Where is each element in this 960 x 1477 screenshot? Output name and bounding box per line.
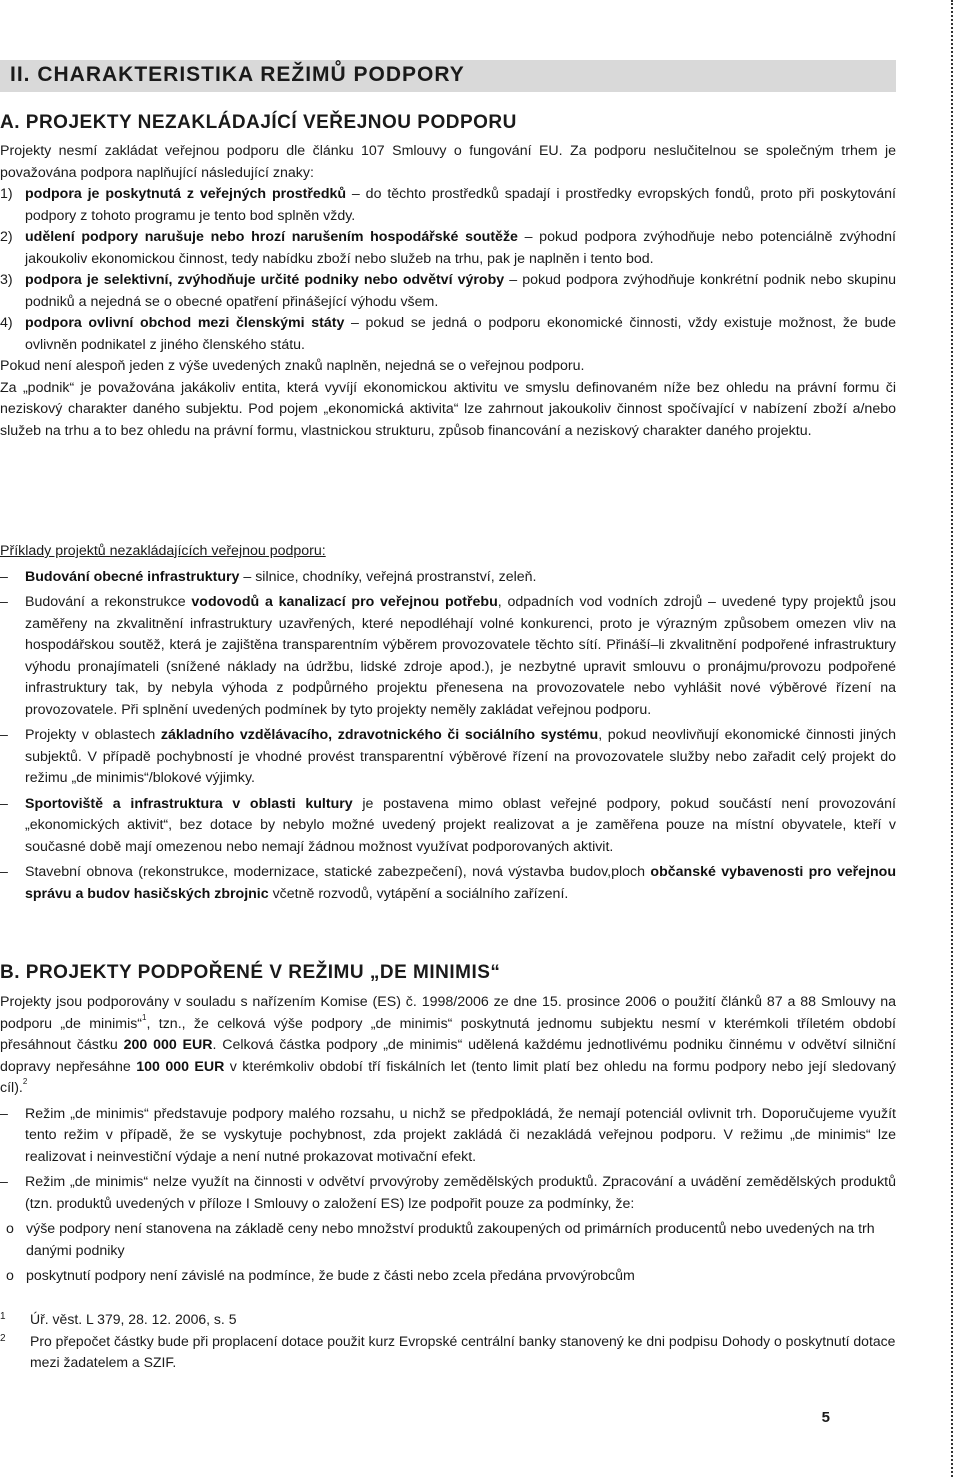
criterion-item [0, 313, 896, 356]
dash-bullet: – [0, 568, 8, 585]
criterion-number: 2) [0, 229, 13, 245]
criterion-bold: podpora je poskytnutá z veřejných prostředků [25, 186, 347, 202]
section-title: II. CHARAKTERISTIKA REŽIMŮ PODPORY [10, 63, 465, 86]
criterion-bold: podpora ovlivní obchod mezi členskými státy [25, 315, 345, 331]
example-text: Projekty v oblastech [25, 727, 161, 743]
footnote-text: Pro přepočet částky bude při proplacení dotace použit kurz Evropské centrální banky stanovený ke dni podpisu Dohody o poskytnutí dotace mezi žadatelem a SZIF. [30, 1333, 896, 1370]
paragraph-text: , tzn., že celková výše podpory „de minimis“ poskytnutá jednomu subjektu nesmí v kterémkoli tříletém období přesáhnout částku [0, 1015, 896, 1053]
paragraph-text: Projekty jsou podporovány v souladu s nařízením Komise (ES) č. 1998/2006 ze dne 15. prosince 2006 o použití článků 87 a 88 Smlouvy na podporu „de minimis“ [0, 994, 896, 1032]
footnote-number: 1 [0, 1311, 6, 1322]
example-bold: Budování obecné infrastruktury [25, 568, 240, 585]
example-item [0, 592, 896, 721]
criterion-number: 1) [0, 186, 13, 202]
example-bold: vodovodů a kanalizací pro veřejnou potřebu [191, 594, 498, 610]
footnote [0, 1331, 896, 1373]
part-b-paragraph [0, 992, 896, 1100]
dash-bullet: – [0, 1105, 8, 1122]
de-minimis-item [0, 1172, 896, 1215]
criterion-bold: podpora je selektivní, zvýhodňuje určité podniky nebo odvětví výroby [25, 272, 505, 288]
footnote [0, 1309, 896, 1330]
examples-body [0, 541, 896, 905]
criterion-item [0, 227, 896, 270]
example-bold: občanské vybavenosti pro veřejnou správu a budov hasičských zbrojnic [25, 864, 896, 902]
example-text: včetně rozvodů, vytápění a sociálního zařízení. [268, 885, 569, 902]
example-bold: Sportoviště a infrastruktura v oblasti kultury [25, 795, 353, 812]
circle-bullet: o [6, 1221, 14, 1237]
criterion-number: 4) [0, 315, 13, 331]
footnote-number: 2 [0, 1333, 6, 1344]
criterion-text: – pokud podpora zvýhodňuje konkrétní podnik nebo skupinu podniků a nejedná se o obecné opatření přinášející výhodu všem. [25, 272, 896, 310]
dash-bullet: – [0, 594, 8, 610]
amount-bold: 200 000 EUR [123, 1037, 213, 1053]
criterion-number: 3) [0, 272, 13, 288]
criterion-item [0, 184, 896, 227]
page-number: 5 [821, 1409, 830, 1426]
condition-text: výše podpory není stanovena na základě ceny nebo množství produktů zakoupených od primárních producentů nebo uvedených na trh danými podniky [26, 1221, 875, 1259]
example-text: je postavena mimo oblast veřejné podpory, pokud součástí není provozování „ekonomických aktivit“, bez dotace by nebylo možné uvedený projekt realizovat a je zaměřena pouze na místní obyvatele, kteří v současné době mají omezenou nebo nemají žádnou možnost využívat podporovaných aktivit. [25, 795, 897, 855]
criterion-text: – pokud se jedná o podporu ekonomické činnosti, vždy existuje možnost, že bude ovlivněn podnikatel z jiného členského státu. [25, 315, 897, 353]
criterion-item [0, 270, 896, 313]
example-text: – silnice, chodníky, veřejná prostranství, zeleň. [239, 568, 537, 585]
de-minimis-item [0, 1104, 896, 1169]
example-text: Budování a rekonstrukce [25, 594, 192, 610]
dash-bullet: – [0, 727, 8, 743]
example-item [0, 725, 896, 790]
part-a-note-1: Pokud není alespoň jeden z výše uvedených znaků naplněn, nejedná se o veřejnou podporu. [0, 358, 585, 374]
item-text: Režim „de minimis“ představuje podpory malého rozsahu, u nichž se předpokládá, že nemají potenciál ovlivnit trh. Doporučujeme využít tento režim v případě, že se vyskytuje pochybnost, zda projekt zakládá či nezakládá veřejnou podporu. V režimu „de minimis“ lze realizovat i neinvestiční výdaje a není nutné prokazovat motivační efekt. [25, 1105, 896, 1165]
part-a-heading: A. PROJEKTY NEZAKLÁDAJÍCÍ VEŘEJNOU PODPORU [0, 112, 517, 133]
paragraph-text: v kterémkoliv období tří fiskálních let (tento limit platí bez ohledu na formu podpory nebo její sledovaný cíl). [0, 1058, 896, 1096]
part-b-heading: B. PROJEKTY PODPOŘENÉ V REŽIMU „DE MINIMIS“ [0, 962, 501, 983]
dash-bullet: – [0, 795, 8, 812]
part-a-note-2: Za „podnik“ je považována jakákoliv entita, která vyvíjí ekonomickou aktivitu ve smyslu definovaném níže bez ohledu na právní formu či neziskový charakter daného subjektu. Pod pojem „ekonomická aktivita“ lze zahrnout jakoukoliv činnost spočívající v nabízení zboží a/nebo služeb na trhu a to bez ohledu na právní formu, vlastnickou strukturu, způsob financování a neziskový charakter daného projektu. [0, 379, 896, 439]
criterion-text: – pokud podpora zvýhodňuje nebo potenciálně zvýhodní jakoukoliv ekonomickou činnost, tedy nabídku zboží nebo služeb na trhu, pak je naplněn i tento bod. [25, 229, 896, 267]
criterion-text: – do těchto prostředků spadají i prostředky evropských fondů, proto při poskytování podpory z tohoto programu je tento bod splněn vždy. [25, 186, 896, 224]
example-item [0, 862, 896, 905]
circle-bullet: o [6, 1268, 14, 1284]
example-item [0, 794, 896, 859]
item-text: Režim „de minimis“ nelze využít na činnosti v odvětví prvovýroby zemědělských produktů. Zpracování a uvádění zemědělských produktů (tzn. produktů uvedených v příloze I Smlouvy o založení ES) lze podpořit pouze za podmínky, že: [25, 1174, 896, 1212]
part-a-body [0, 141, 896, 442]
example-text: , pokud neovlivňují ekonomické činnosti jiných subjektů. V případě pochybností je vhodné provést transparentní výběrové řízení na provozovatele služby nebo zařadit celý projekt do režimu „de minimis“/blokové výjimky. [25, 727, 896, 786]
dash-bullet: – [0, 864, 8, 880]
page-edge-dotted-line [951, 0, 953, 1477]
dash-bullet: – [0, 1174, 8, 1190]
footnote-ref: 1 [142, 1012, 147, 1022]
paragraph-text: . Celková částka podpory „de minimis“ udělená každému jednotlivému podniku činnému v odvětví silniční dopravy nepřesáhne [0, 1037, 896, 1075]
part-b-body [0, 992, 896, 1288]
footnote-text: Úř. věst. L 379, 28. 12. 2006, s. 5 [30, 1311, 237, 1327]
example-bold: základního vzdělávacího, zdravotnického či sociálního systému [160, 727, 599, 743]
criterion-bold: udělení podpory narušuje nebo hrozí narušením hospodářské soutěže [25, 229, 518, 245]
example-text: Stavební obnova (rekonstrukce, modernizace, statické zabezpečení), nová výstavba budov,ploch [25, 864, 651, 880]
condition-item [6, 1219, 896, 1262]
condition-text: poskytnutí podpory není závislé na podmínce, že bude z části nebo zcela předána prvovýrobcům [26, 1268, 635, 1284]
example-text: , odpadních vod vodních zdrojů – uvedené typy projektů jsou zaměřeny na zkvalitnění infrastruktury uzavřených, které nepodléhají volné konkurenci, proto je výrazným způsobem omezen vliv na hospodářskou soutěž, která je zajištěna transparentním výběrem provozovatele těchto sítí. Přináší–li zkvalitnění podpořené infrastruktury výhodu pronajímateli (snížené náklady na údržbu, lidské zdroje apod.), je nezbytné upravit smlouvu o pronájmu/provozu podpořené infrastruktury tak, by nebyla výhoda z podpůrného projektu přenesena na provozovatele nebo vyhlášit nové výběrové řízení na provozovatele. Při splnění uvedených podmínek by tyto projekty neměly zakládat veřejnou podporu. [25, 594, 896, 718]
part-a-intro: Projekty nesmí zakládat veřejnou podporu dle článku 107 Smlouvy o fungování EU. Za podporu neslučitelnou se společným trhem je považována podpora naplňující následující znaky: [0, 143, 896, 181]
examples-heading: Příklady projektů nezakládajících veřejnou podporu: [0, 543, 326, 559]
amount-bold: 100 000 EUR [136, 1058, 225, 1075]
condition-item [6, 1266, 896, 1288]
example-item [0, 567, 896, 589]
footnote-ref: 2 [22, 1077, 28, 1086]
